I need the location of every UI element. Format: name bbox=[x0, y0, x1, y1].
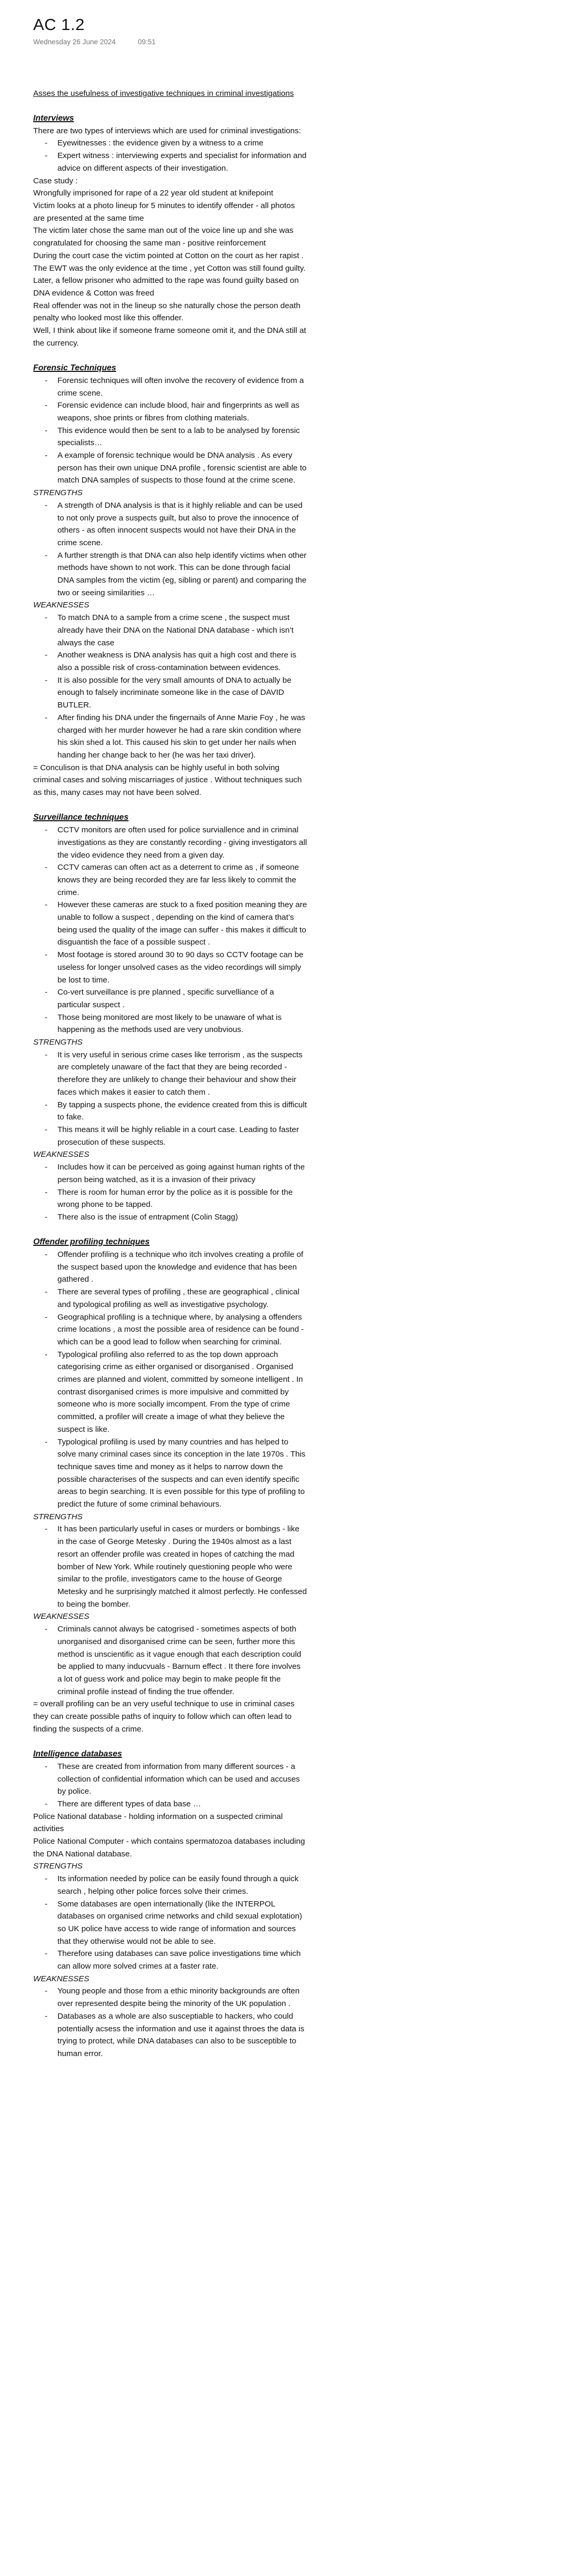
document-heading: Asses the usefulness of investigative techniques in criminal investigations bbox=[33, 89, 294, 98]
bullet-text: Geographical profiling is a technique where, by analysing a offenders crime locations , a most the possible area of residence can be found - which can be a good lead to follow when searching for criminal. bbox=[57, 1312, 304, 1346]
bullet-dash-icon: - bbox=[45, 863, 48, 872]
bullet-item bbox=[33, 499, 307, 549]
subsection-label: STRENGTHS bbox=[33, 1038, 83, 1047]
paragraph: There are two types of interviews which are used for criminal investigations: bbox=[33, 126, 301, 135]
bullet-dash-icon: - bbox=[45, 1125, 48, 1134]
bullet-text: These are created from information from many different sources - a collection of confidential information which can be used and accuses by police. bbox=[57, 1762, 300, 1796]
bullet-item bbox=[33, 1436, 307, 1511]
subsection-label: WEAKNESSES bbox=[33, 1150, 90, 1159]
bullet-item bbox=[33, 899, 307, 949]
bullet-item bbox=[33, 1161, 307, 1186]
bullet-dash-icon: - bbox=[45, 1212, 48, 1222]
bullet-item bbox=[33, 549, 307, 599]
bullet-item bbox=[33, 1349, 307, 1436]
section-heading: Intelligence databases bbox=[33, 1749, 122, 1759]
subsection-label: WEAKNESSES bbox=[33, 601, 90, 610]
bullet-dash-icon: - bbox=[45, 376, 48, 385]
bullet-dash-icon: - bbox=[45, 1250, 48, 1260]
bullet-dash-icon: - bbox=[45, 426, 48, 435]
paragraph: Case study : bbox=[33, 176, 78, 185]
bullet-item bbox=[33, 949, 307, 986]
section-heading: Surveillance techniques bbox=[33, 813, 129, 822]
bullet-dash-icon: - bbox=[45, 500, 48, 510]
bullet-text: To match DNA to a sample from a crime scene , the suspect must already have their DNA on the National DNA database - which isn’t always the case bbox=[57, 613, 294, 647]
bullet-text: This means it will be highly reliable in a court case. Leading to faster prosecution of these suspects. bbox=[57, 1125, 299, 1147]
bullet-item bbox=[33, 1211, 307, 1224]
bullet-dash-icon: - bbox=[45, 1312, 48, 1322]
bullet-item bbox=[33, 1049, 307, 1099]
bullet-text: CCTV monitors are often used for police surviallence and in criminal investigations as they are constantly recording - giving investigators all the video evidence they need from a given day. bbox=[57, 825, 307, 860]
bullet-dash-icon: - bbox=[45, 1525, 48, 1534]
bullet-text: Another weakness is DNA analysis has quit a high cost and there is also a possible risk of cross-contamination between evidences. bbox=[57, 651, 297, 672]
bullet-item bbox=[33, 1099, 307, 1124]
bullet-text: A further strength is that DNA can also help identify victims when other methods have shown to not work. This can be done through facial DNA samples from the victim (eg, sibling or parent) and comparing the two or seeing similarities … bbox=[57, 550, 307, 597]
bullet-text: Forensic evidence can include blood, hair and fingerprints as well as weapons, shoe prints or fibres from clothing materials. bbox=[57, 401, 300, 422]
bullet-text: It is very useful in serious crime cases like terrorism , as the suspects are completely unaware of the fact that they are being recorded - therefore they are unlikely to change their behaviour and show their faces which makes it easier to catch them . bbox=[57, 1050, 303, 1097]
bullet-text: Therefore using databases can save police investigations time which can allow more solved crimes at a faster rate. bbox=[57, 1949, 301, 1971]
paragraph: Police National database - holding information on a suspected criminal activities bbox=[33, 1812, 283, 1834]
bullet-item bbox=[33, 150, 307, 174]
bullet-text: This evidence would then be sent to a lab to be analysed by forensic specialists… bbox=[57, 426, 300, 448]
note-body[interactable] bbox=[33, 75, 307, 2060]
bullet-dash-icon: - bbox=[45, 1187, 48, 1197]
bullet-text: By tapping a suspects phone, the evidence created from this is difficult to fake. bbox=[57, 1100, 307, 1122]
bullet-text: Young people and those from a ethic minority backgrounds are often over represented despite being the minority of the UK population . bbox=[57, 1987, 300, 2009]
bullet-item bbox=[33, 2010, 307, 2060]
bullet-text: A example of forensic technique would be DNA analysis . As every person has their own unique DNA profile , forensic scientist are able to match DNA samples of suspects to those found at the crime scene. bbox=[57, 451, 307, 485]
bullet-text: Includes how it can be perceived as going against human rights of the person being watched, as it is a invasion of their privacy bbox=[57, 1163, 305, 1184]
bullet-text: After finding his DNA under the fingernails of Anne Marie Foy , he was charged with her murder however he had a rare skin condition where his skin shed a lot. This caused his skin to get under her nails when handing her change back to her (he was her taxi driver). bbox=[57, 713, 306, 760]
bullet-item bbox=[33, 1623, 307, 1698]
bullet-item bbox=[33, 1873, 307, 1897]
section-heading: Interviews bbox=[33, 114, 74, 123]
bullet-dash-icon: - bbox=[45, 2011, 48, 2021]
bullet-dash-icon: - bbox=[45, 1050, 48, 1059]
bullet-item bbox=[33, 824, 307, 861]
bullet-text: Co-vert surveillance is pre planned , specific survelliance of a particular suspect . bbox=[57, 988, 274, 1009]
bullet-dash-icon: - bbox=[45, 1625, 48, 1634]
bullet-dash-icon: - bbox=[45, 1437, 48, 1447]
bullet-dash-icon: - bbox=[45, 151, 48, 161]
blank-line bbox=[33, 75, 307, 87]
paragraph: Real offender was not in the lineup so she naturally chose the person death penalty who looked most like this offender. bbox=[33, 301, 301, 323]
bullet-dash-icon: - bbox=[45, 1799, 48, 1808]
bullet-dash-icon: - bbox=[45, 1163, 48, 1172]
subsection-label: STRENGTHS bbox=[33, 1512, 83, 1521]
bullet-text: Those being monitored are most likely to be unaware of what is happening as the methods used are very unobvious. bbox=[57, 1012, 282, 1035]
bullet-dash-icon: - bbox=[45, 401, 48, 410]
bullet-text: Databases as a whole are also susceptiable to hackers, who could potentially acsess the information and use it against throes the data is trying to protect, while DNA databases can also to be susceptible to human error. bbox=[57, 2011, 305, 2058]
bullet-text: It has been particularly useful in cases or murders or bombings - like in the case of George Metesky . During the 1940s almost as a last resort an offender profile was created in hopes of catching the mad bomber of New York. While routinely questioning people who were similar to the profile, investigators came to the house of George Metesky and he surprisingly matched it almost perfectly. He confessed to being the bomber. bbox=[57, 1525, 307, 1609]
bullet-text: Forensic techniques will often involve the recovery of evidence from a crime scene. bbox=[57, 376, 304, 398]
bullet-item bbox=[33, 986, 307, 1011]
section-heading: Forensic Techniques bbox=[33, 363, 116, 373]
bullet-text: There are different types of data base … bbox=[57, 1799, 201, 1808]
paragraph: The victim later chose the same man out of the voice line up and she was congratulated for choosing the same man - positive reinforcement bbox=[33, 226, 293, 248]
bullet-text: Criminals cannot always be catogrised - sometimes aspects of both unorganised and disorganised crime can be seen, further more this method is unscientific as it vague enough that each description could be applied to many inducvuals - Barnum effect . It there fore involves a lot of guess work and police may begin to make people fit the criminal profile instead of finding the true offender. bbox=[57, 1625, 301, 1696]
bullet-text: A strength of DNA analysis is that is it highly reliable and can be used to not only prove a suspects guilt, but also to prove the innocence of others - as often innocent suspects would not have their DNA in the crime scene. bbox=[57, 500, 303, 547]
bullet-item bbox=[33, 649, 307, 674]
bullet-item bbox=[33, 1011, 307, 1036]
bullet-text: There also is the issue of entrapment (Colin Stagg) bbox=[57, 1212, 238, 1222]
bullet-item bbox=[33, 1186, 307, 1211]
bullet-dash-icon: - bbox=[45, 613, 48, 623]
bullet-text: Offender profiling is a technique who itch involves creating a profile of the suspect based upon the knowledge and evidence that has been gathered . bbox=[57, 1250, 303, 1284]
bullet-dash-icon: - bbox=[45, 713, 48, 722]
blank-line bbox=[33, 1224, 307, 1236]
bullet-item bbox=[33, 375, 307, 399]
paragraph: During the court case the victim pointed at Cotton on the court as her rapist . The EWT was the only evidence at the time , yet Cotton was still found guilty. bbox=[33, 251, 306, 273]
paragraph: Victim looks at a photo lineup for 5 minutes to identify offender - all photos are presented at the same time bbox=[33, 201, 295, 223]
bullet-item bbox=[33, 1523, 307, 1610]
blank-line bbox=[33, 1735, 307, 1748]
paragraph: = Conculison is that DNA analysis can be highly useful in both solving criminal cases and solving miscarriages of justice . Without techniques such as this, many cases may not have been solved. bbox=[33, 763, 302, 798]
bullet-item bbox=[33, 137, 307, 150]
bullet-dash-icon: - bbox=[45, 950, 48, 960]
bullet-dash-icon: - bbox=[45, 1287, 48, 1297]
bullet-dash-icon: - bbox=[45, 1350, 48, 1359]
bullet-dash-icon: - bbox=[45, 675, 48, 685]
bullet-text: There is room for human error by the police as it is possible for the wrong phone to be tapped. bbox=[57, 1187, 293, 1210]
bullet-item bbox=[33, 861, 307, 899]
bullet-dash-icon: - bbox=[45, 900, 48, 910]
note-title[interactable]: AC 1.2 bbox=[33, 15, 85, 34]
bullet-item bbox=[33, 1985, 307, 2010]
bullet-item bbox=[33, 1311, 307, 1349]
bullet-text: Eyewitnesses : the evidence given by a witness to a crime bbox=[57, 139, 263, 148]
blank-line bbox=[33, 799, 307, 812]
note-timestamp bbox=[33, 37, 307, 47]
bullet-item bbox=[33, 1124, 307, 1148]
bullet-dash-icon: - bbox=[45, 988, 48, 997]
bullet-item bbox=[33, 1798, 307, 1811]
paragraph: = overall profiling can be an very useful technique to use in criminal cases they can create possible paths of inquiry to follow which can often lead to finding the suspects of a crime. bbox=[33, 1699, 295, 1734]
bullet-dash-icon: - bbox=[45, 1100, 48, 1109]
bullet-text: It is also possible for the very small amounts of DNA to actually be enough to falsely incriminate someone like in the case of DAVID BUTLER. bbox=[57, 675, 292, 710]
bullet-dash-icon: - bbox=[45, 550, 48, 560]
bullet-text: Typological profiling also referred to as the top down approach categorising crime as either organised or disorganised . Organised crimes are planned and violent, committed by someone intelligent . In contrast disorganised crimes is more impulsive and committed by someone who is more socially imcompent. From the type of crime committed, a profiler will create a image of what they believe the suspect is like. bbox=[57, 1350, 303, 1434]
bullet-text: CCTV cameras can often act as a deterrent to crime as , if someone knows they are being recorded they are far less likely to commit the crime. bbox=[57, 863, 299, 897]
subsection-label: STRENGTHS bbox=[33, 1862, 83, 1871]
bullet-text: Expert witness : interviewing experts and specialist for information and advice on different aspects of their investigation. bbox=[57, 151, 307, 173]
bullet-item bbox=[33, 399, 307, 424]
bullet-text: However these cameras are stuck to a fixed position meaning they are unable to follow a suspect , depending on the kind of camera that’s being used the quality of the image can suffer - this makes it difficult to disguantish the face of a possible suspect . bbox=[57, 900, 307, 947]
bullet-dash-icon: - bbox=[45, 1987, 48, 1996]
bullet-dash-icon: - bbox=[45, 1012, 48, 1022]
subsection-label: WEAKNESSES bbox=[33, 1974, 90, 1983]
paragraph: Later, a fellow prisoner who admitted to the rape was found guilty based on DNA evidence & Cotton was freed bbox=[33, 276, 299, 298]
blank-line bbox=[33, 100, 307, 112]
bullet-dash-icon: - bbox=[45, 651, 48, 660]
bullet-item bbox=[33, 1248, 307, 1286]
bullet-dash-icon: - bbox=[45, 825, 48, 835]
bullet-item bbox=[33, 1286, 307, 1311]
bullet-dash-icon: - bbox=[45, 1874, 48, 1884]
bullet-text: Most footage is stored around 30 to 90 days so CCTV footage can be useless for longer unsolved cases as the video recordings will simply be lost to time. bbox=[57, 950, 303, 985]
bullet-dash-icon: - bbox=[45, 139, 48, 148]
bullet-item bbox=[33, 425, 307, 449]
bullet-dash-icon: - bbox=[45, 451, 48, 460]
paragraph: Well, I think about like if someone frame someone omit it, and the DNA still at the currency. bbox=[33, 326, 307, 348]
bullet-text: Its information needed by police can be easily found through a quick search , helping other police forces solve their crimes. bbox=[57, 1874, 299, 1896]
note-date: Wednesday 26 June 2024 bbox=[33, 38, 116, 46]
bullet-item bbox=[33, 1761, 307, 1798]
bullet-item bbox=[33, 612, 307, 649]
bullet-item bbox=[33, 449, 307, 487]
subsection-label: STRENGTHS bbox=[33, 488, 83, 498]
note-page bbox=[33, 15, 307, 2060]
bullet-text: Some databases are open internationally (like the INTERPOL databases on organised crime networks and child sexual explotation) so UK police have access to wide range of information and sources that they otherwise would not be able to see. bbox=[57, 1899, 302, 1946]
note-time: 09:51 bbox=[138, 38, 156, 46]
subsection-label: WEAKNESSES bbox=[33, 1612, 90, 1621]
bullet-item bbox=[33, 1948, 307, 1972]
bullet-text: Typological profiling is used by many countries and has helped to solve many criminal cases since its conception in the late 1970s . This technique saves time and money as it helps to narrow down the possible characterises of the suspects and can even identify specific areas to begin searching. It is even possible for this type of profiling to predict the future of some criminal behaviours. bbox=[57, 1437, 306, 1509]
bullet-dash-icon: - bbox=[45, 1899, 48, 1909]
bullet-text: There are several types of profiling , these are geographical , clinical and typological profiling as well as investigative psychology. bbox=[57, 1287, 300, 1309]
paragraph: Police National Computer - which contains spermatozoa databases including the DNA National database. bbox=[33, 1837, 305, 1859]
bullet-item bbox=[33, 712, 307, 762]
section-heading: Offender profiling techniques bbox=[33, 1237, 150, 1247]
bullet-dash-icon: - bbox=[45, 1949, 48, 1959]
bullet-item bbox=[33, 1898, 307, 1948]
bullet-item bbox=[33, 674, 307, 712]
paragraph: Wrongfully imprisoned for rape of a 22 year old student at knifepoint bbox=[33, 189, 273, 198]
blank-line bbox=[33, 349, 307, 362]
bullet-dash-icon: - bbox=[45, 1762, 48, 1771]
